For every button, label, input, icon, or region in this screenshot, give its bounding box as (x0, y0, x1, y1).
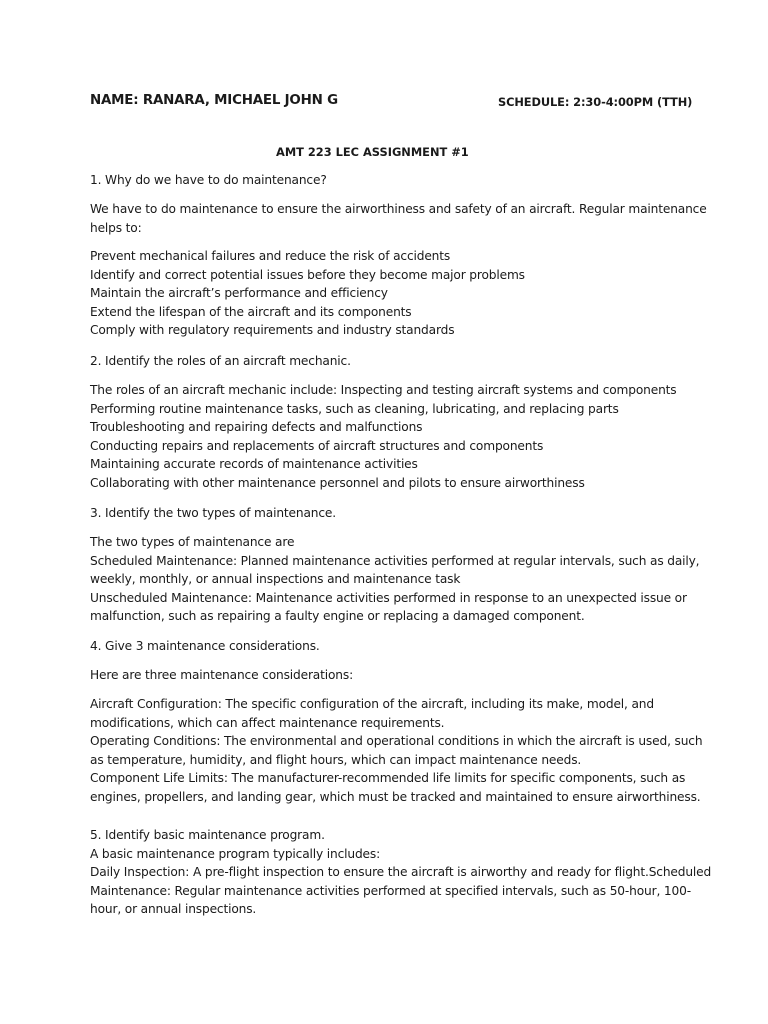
question-text: 4. Give 3 maintenance considerations. (90, 639, 320, 653)
q5-section (90, 826, 712, 919)
question-text: 5. Identify basic maintenance program. (90, 828, 325, 842)
answer-line: A basic maintenance program typically includes: (90, 846, 381, 861)
question-text: 3. Identify the two types of maintenance. (90, 506, 336, 520)
answer-line: Collaborating with other maintenance personnel and pilots to ensure airworthiness (90, 475, 585, 490)
class-schedule: SCHEDULE: 2:30-4:00PM (TTH) (498, 95, 693, 109)
list-item: Comply with regulatory requirements and industry standards (90, 323, 455, 338)
q1-answer (90, 200, 707, 237)
q1-list (90, 247, 670, 340)
answer-line: The two types of maintenance are (90, 535, 295, 549)
answer-line: weekly, monthly, or annual inspections and maintenance task (90, 572, 461, 587)
list-item: Identify and correct potential issues before they become major problems (90, 267, 525, 282)
q2-question (90, 352, 670, 371)
q4-intro (90, 666, 670, 685)
answer-line: Troubleshooting and repairing defects and malfunctions (90, 420, 423, 435)
answer-line: The roles of an aircraft mechanic include: Inspecting and testing aircraft systems and components (90, 383, 677, 397)
answer-line: modifications, which can affect maintenance requirements. (90, 715, 445, 730)
answer-line: engines, propellers, and landing gear, which must be tracked and maintained to ensure airworthiness. (90, 789, 701, 804)
question-text: 2. Identify the roles of an aircraft mechanic. (90, 354, 351, 368)
question-text: 1. Why do we have to do maintenance? (90, 173, 327, 187)
answer-line: Maintenance: Regular maintenance activities performed at specified intervals, such as 50-hour, 100- (90, 883, 691, 898)
answer-line: Scheduled Maintenance: Planned maintenance activities performed at regular intervals, such as daily, (90, 553, 700, 568)
answer-line: Unscheduled Maintenance: Maintenance activities performed in response to an unexpected issue or (90, 590, 687, 605)
answer-line: hour, or annual inspections. (90, 902, 257, 917)
q2-answer (90, 381, 677, 493)
answer-line: We have to do maintenance to ensure the airworthiness and safety of an aircraft. Regular maintenance (90, 202, 707, 216)
answer-line: Conducting repairs and replacements of aircraft structures and components (90, 438, 544, 453)
answer-line: Aircraft Configuration: The specific configuration of the aircraft, including its make, model, and (90, 697, 654, 711)
answer-line: Performing routine maintenance tasks, such as cleaning, lubricating, and replacing parts (90, 401, 619, 416)
list-item: Extend the lifespan of the aircraft and its components (90, 304, 412, 319)
assignment-title: AMT 223 LEC ASSIGNMENT #1 (276, 145, 469, 159)
answer-line: Maintaining accurate records of maintenance activities (90, 457, 418, 472)
q4-answer (90, 695, 703, 807)
answer-line: Daily Inspection: A pre-flight inspection to ensure the aircraft is airworthy and ready for flight.Scheduled (90, 865, 712, 880)
q3-answer (90, 533, 700, 626)
answer-line: Component Life Limits: The manufacturer-recommended life limits for specific components, such as (90, 771, 686, 786)
answer-line: malfunction, such as repairing a faulty engine or replacing a damaged component. (90, 609, 585, 624)
q3-question (90, 504, 670, 523)
answer-line: Here are three maintenance considerations: (90, 668, 354, 682)
q1-question (90, 171, 670, 190)
q4-question (90, 637, 670, 656)
answer-line: helps to: (90, 220, 142, 235)
answer-line: Operating Conditions: The environmental and operational conditions in which the aircraft is used, such (90, 734, 703, 749)
student-name: NAME: RANARA, MICHAEL JOHN G (90, 93, 338, 108)
list-item: Maintain the aircraft’s performance and efficiency (90, 286, 388, 301)
list-item: Prevent mechanical failures and reduce the risk of accidents (90, 249, 451, 263)
answer-line: as temperature, humidity, and flight hours, which can impact maintenance needs. (90, 752, 582, 767)
